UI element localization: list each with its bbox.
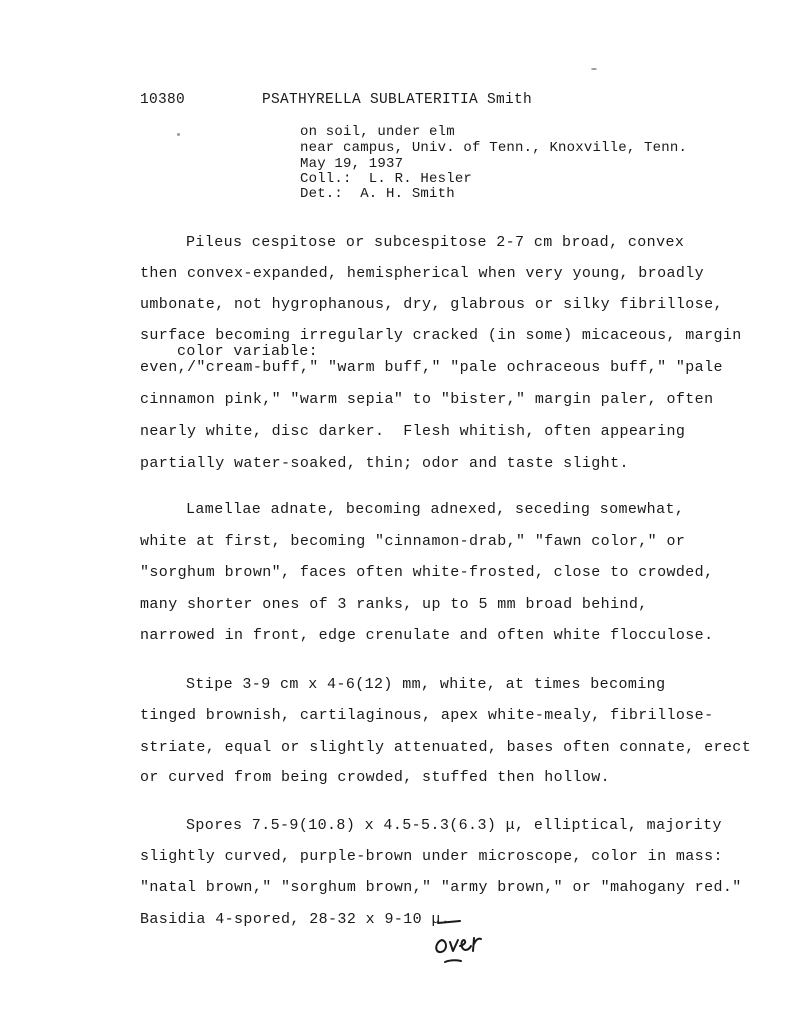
pileus-insertion: color variable: <box>177 343 319 360</box>
paper-speck <box>591 68 597 70</box>
pileus-line: umbonate, not hygrophanous, dry, glabrous or silky fibrillose, <box>140 296 723 313</box>
pileus-line: Pileus cespitose or subcespitose 2-7 cm broad, convex <box>186 234 685 251</box>
collection-locality: near campus, Univ. of Tenn., Knoxville, Tenn. <box>300 140 688 156</box>
stipe-line: Stipe 3-9 cm x 4-6(12) mm, white, at times becoming <box>186 676 666 693</box>
specimen-number: 10380 <box>140 92 186 108</box>
lamellae-line: many shorter ones of 3 ranks, up to 5 mm broad behind, <box>140 596 648 613</box>
collection-date: May 19, 1937 <box>300 156 404 172</box>
collector: Coll.: L. R. Hesler <box>300 171 473 187</box>
stipe-line: tinged brownish, cartilaginous, apex white-mealy, fibrillose- <box>140 707 714 724</box>
spores-line: slightly curved, purple-brown under microscope, color in mass: <box>140 848 723 865</box>
stipe-line: striate, equal or slightly attenuated, bases often connate, erect <box>140 739 752 756</box>
stipe-line: or curved from being crowded, stuffed then hollow. <box>140 769 611 786</box>
lamellae-line: Lamellae adnate, becoming adnexed, seceding somewhat, <box>186 501 685 518</box>
pileus-line: partially water-soaked, thin; odor and taste slight. <box>140 455 629 472</box>
pileus-line: surface becoming irregularly cracked (in some) micaceous, margin <box>140 327 742 344</box>
pileus-line: cinnamon pink," "warm sepia" to "bister," margin paler, often <box>140 391 714 408</box>
collection-habitat: on soil, under elm <box>300 124 455 140</box>
pileus-line: then convex-expanded, hemispherical when very young, broadly <box>140 265 705 282</box>
paper-speck <box>177 133 180 136</box>
pileus-line: nearly white, disc darker. Flesh whitish, often appearing <box>140 423 686 440</box>
spores-line: Basidia 4-spored, 28-32 x 9-10 μ. <box>140 911 451 928</box>
pileus-line: even,/"cream-buff," "warm buff," "pale ochraceous buff," "pale <box>140 359 723 376</box>
lamellae-line: white at first, becoming "cinnamon-drab," "fawn color," or <box>140 533 686 550</box>
handwritten-over-annotation <box>430 920 500 980</box>
lamellae-line: "sorghum brown", faces often white-frosted, close to crowded, <box>140 564 714 581</box>
spores-line: "natal brown," "sorghum brown," "army brown," or "mahogany red." <box>140 879 742 896</box>
determiner: Det.: A. H. Smith <box>300 186 455 202</box>
spores-line: Spores 7.5-9(10.8) x 4.5-5.3(6.3) μ, elliptical, majority <box>186 817 722 834</box>
species-title: PSATHYRELLA SUBLATERITIA Smith <box>262 92 533 108</box>
lamellae-line: narrowed in front, edge crenulate and often white flocculose. <box>140 627 714 644</box>
